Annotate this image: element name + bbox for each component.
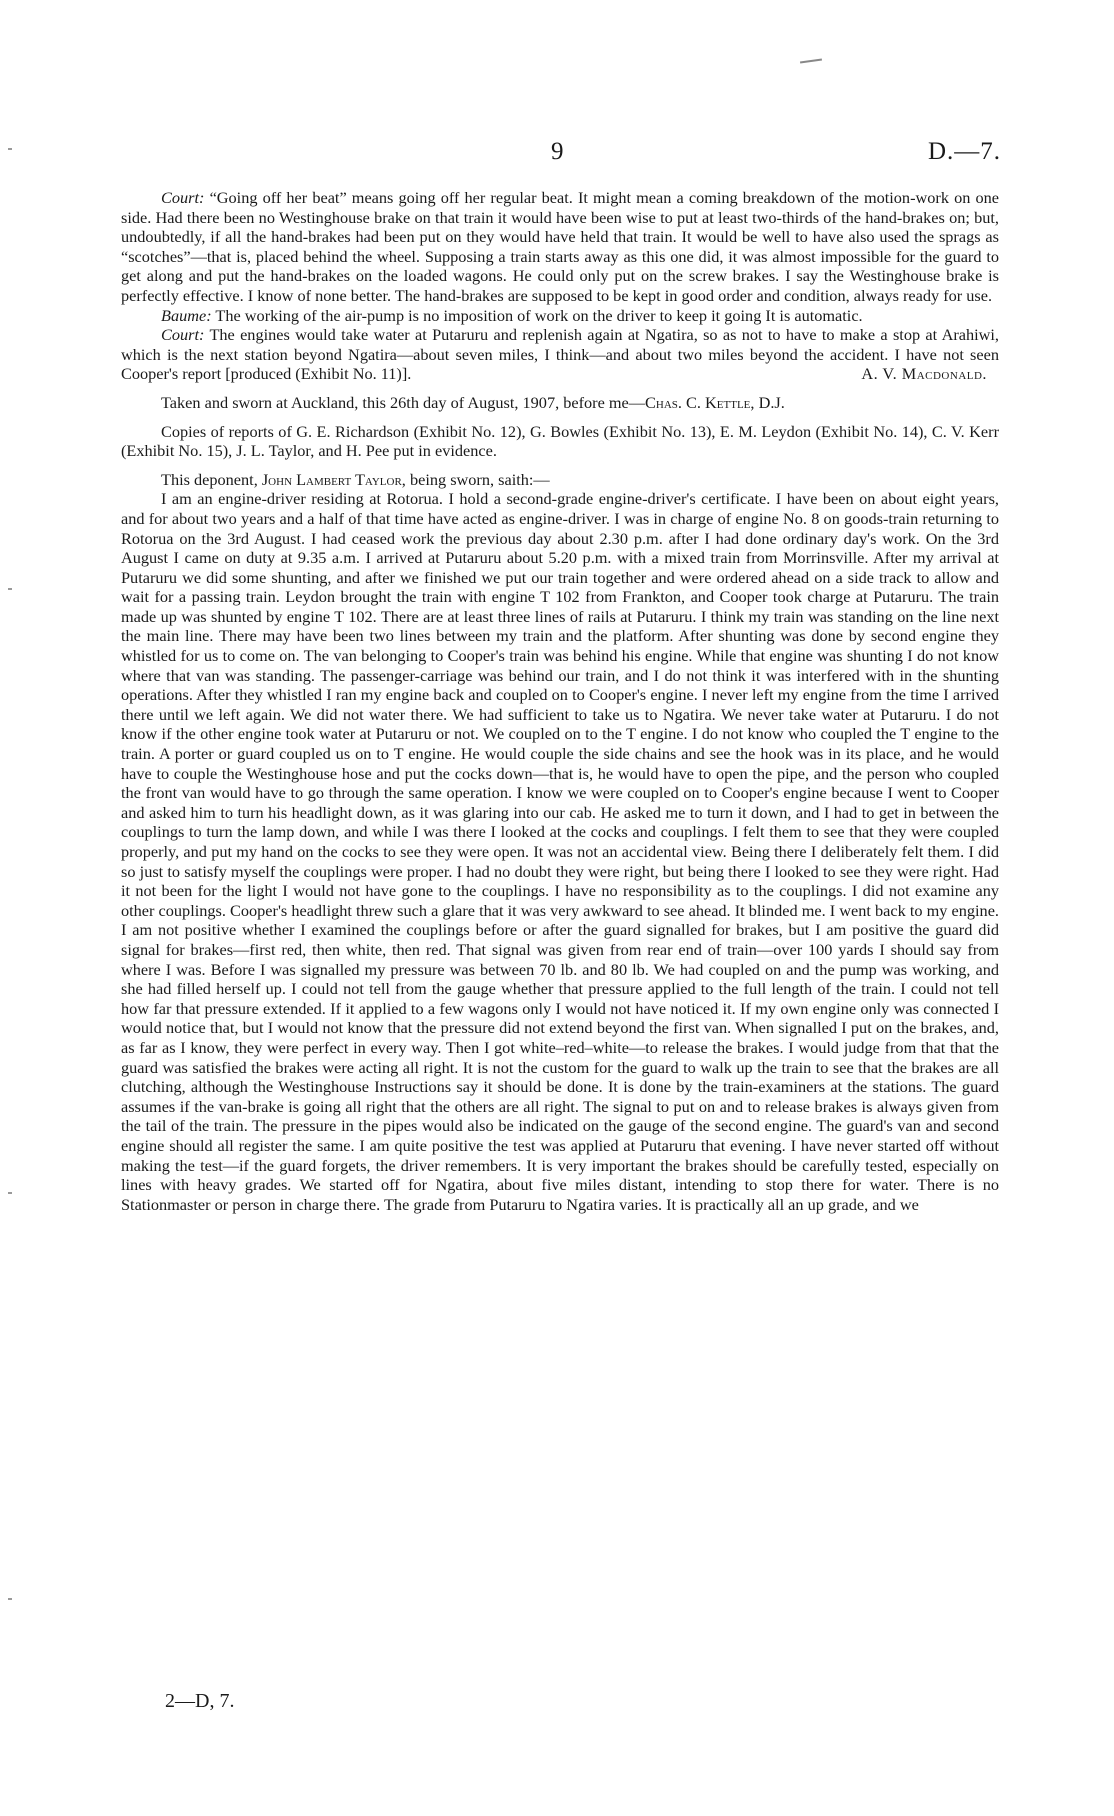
paragraph-text: The working of the air-pump is no imposition of work on the driver to keep it going It is automatic.	[215, 305, 863, 325]
margin-mark	[8, 588, 12, 590]
paragraph-text: This deponent,	[161, 469, 258, 489]
paragraph-court-1	[121, 188, 999, 306]
pen-mark	[800, 58, 822, 63]
margin-mark	[8, 148, 12, 150]
speaker-label: Court:	[161, 325, 205, 345]
paragraph-text: Taken and sworn at Auckland, this 26th day of August, 1907, before me—	[161, 392, 646, 412]
speaker-label: Baume:	[161, 305, 212, 325]
testimony-taylor	[121, 489, 999, 1214]
paragraph-text: Copies of reports of G. E. Richardson (Exhibit No. 12), G. Bowles (Exhibit No. 13), E. M. Leydon (Exhibit No. 14), C. V. Kerr (Exhibit No. 15), J. L. Taylor, and H. Pee put in evidence.	[121, 421, 999, 461]
deponent-name: John Lambert Taylor,	[261, 469, 406, 489]
margin-mark	[8, 1598, 12, 1600]
paragraph-text: I am an engine-driver residing at Rotorua. I hold a second-grade engine-driver's certificate. I have been on about eight years, and for about two years and a half of that time have acted as engine-driver. I was in charge of engine No. 8 on goods-train returning to Rotorua on the 3rd August. I had ceased work the previous day about 2.30 p.m. after I had done ordinary day's work. On the 3rd August I came on duty at 9.35 a.m. I arrived at Putaruru about 5.20 p.m. with a mixed train from Morrinsville. After my arrival at Putaruru we did some shunting, and after we finished we put our train together and were ordered ahead on a side track to allow and wait for a passing train. Leydon brought the train with engine T 102 from Frankton, and Cooper took charge at Putaruru. The train made up was shunted by engine T 102. There are at least three lines of rails at Putaruru. I think my train was standing on the line next the main line. There may have been two lines between my train and the platform. After shunting was done by second engine they whistled for us to come on. The van belonging to Cooper's train was behind his engine. While that engine was shunting I do not know where that van was standing. The passenger-carriage was behind our train, and I do not think it was interfered with in the shunting operations. After they whistled I ran my engine back and coupled on to Cooper's engine. I never left my engine from the time I arrived there until we left again. We did not water there. We had sufficient to take us to Ngatira. We never take water at Putaruru. I do not know if the other engine took water at Putaruru or not. We coupled on to the T engine. I do not know who coupled the T engine to the train. A porter or guard coupled us on to T engine. He would couple the side chains and see the hook was in its place, and he would have to couple the Westinghouse hose and put the cocks down—that is, he would have to open the pipe, and the person who coupled the front van would have to go through the same operation. I know we were coupled on to Cooper's engine because I went to Cooper and asked him to turn his headlight down, as it was glaring into our cab. He asked me to turn it down, and I had to get in between the couplings to turn the lamp down, and while I was there I looked at the cocks and couplings. I felt them to see that they were coupled properly, and put my hand on the cocks to see they were open. It was not an accidental view. Being there I deliberately felt them. I did so just to satisfy myself the couplings were proper. I had no doubt they were right, but being there I looked to see they were right. Had it not been for the light I would not have gone to the couplings. I have no responsibility as to the couplings. I did not examine any other couplings. Cooper's headlight threw such a glare that it was very awkward to see ahead. It blinded me. I went back to my engine. I am not positive whether I examined the couplings before or after the guard signalled for brakes, but I am positive the guard did signal for brakes—first red, then white, then red. That signal was given from rear end of train—over 100 yards I should say from where I was. Before I was signalled my pressure was between 70 lb. and 80 lb. We had coupled on and the pump was working, and she had filled herself up. I could not tell from the gauge whether that pressure applied to the full length of the train. I could not tell how far that pressure extended. If it applied to a few wagons only I would not have noticed it. If my own engine only was connected I would notice that, but I would not know that the pressure did not extend beyond the first van. When signalled I put on the brakes, and, as far as I know, they were perfect in every way. Then I got white–red–white—to release the brakes. I would judge from that that the guard was satisfied the brakes were acting all right. It is not the custom for the guard to walk up the train to see that the brakes are all clutching, although the Westinghouse Instructions say it should be done. It is done by the train-examiners at the stations. The guard assumes if the van-brake is going all right that the others are all right. The signal to put on and to release brakes is always given from the tail of the train. The pressure in the pipes would also be indicated on the gauge of the second engine. The guard's van and second engine should all register the same. I am quite positive the test was applied at Putaruru that evening. I have never started off without making the test—if the guard forgets, the driver remembers. It is very important the brakes should be carefully tested, especially on lines with heavy grades. We started off for Ngatira, about five miles distant, intending to stop there for water. There is no Stationmaster or person in charge there. The grade from Putaruru to Ngatira varies. It is practically all an up grade, and we	[121, 489, 999, 1214]
paragraph-text: “Going off her beat” means going off her regular beat. It might mean a coming breakdown of the motion-work on one side. Had there been no Westinghouse brake on that train it would have been wise to put at least two-thirds of the hand-brakes on; but, undoubtedly, if all the hand-brakes had been put on they would have held that train. It would be well to have also used the sprags as “scotches”—that is, placed behind the wheel. Supposing a train starts away as this one did, it was almost impossible for the guard to get along and put the hand-brakes on the loaded wagons. He could only put on the screw brakes. I say the Westinghouse brake is perfectly effective. I know of none better. The hand-brakes are supposed to be kept in good order and condition, always ready for use.	[121, 188, 999, 305]
margin-mark	[8, 1192, 12, 1194]
paragraph-text: being sworn, saith:—	[409, 469, 550, 489]
paragraph-text: The engines would take water at Putaruru and replenish again at Ngatira, so as not to have to make a stop at Arahiwi, which is the next station beyond Ngatira—about seven miles, I think—and about two miles beyond the accident. I have not seen Cooper's report [produced (Exhibit No. 11)].	[121, 325, 999, 384]
page-number: 9	[551, 138, 564, 165]
document-reference: D.—7.	[928, 138, 1002, 165]
signature-mark: 2—D, 7.	[165, 1690, 235, 1712]
sworn-statement	[121, 393, 999, 413]
document-body	[121, 188, 999, 1214]
deponent-intro	[121, 470, 999, 490]
witness-signature: A. V. Macdonald.	[861, 364, 987, 384]
speaker-label: Court:	[161, 188, 205, 207]
magistrate-title: D.J.	[758, 392, 785, 412]
paragraph-baume	[121, 306, 999, 326]
paragraph-exhibits	[121, 422, 999, 461]
magistrate-name: Chas. C. Kettle,	[645, 392, 755, 412]
paragraph-court-2	[121, 325, 999, 384]
